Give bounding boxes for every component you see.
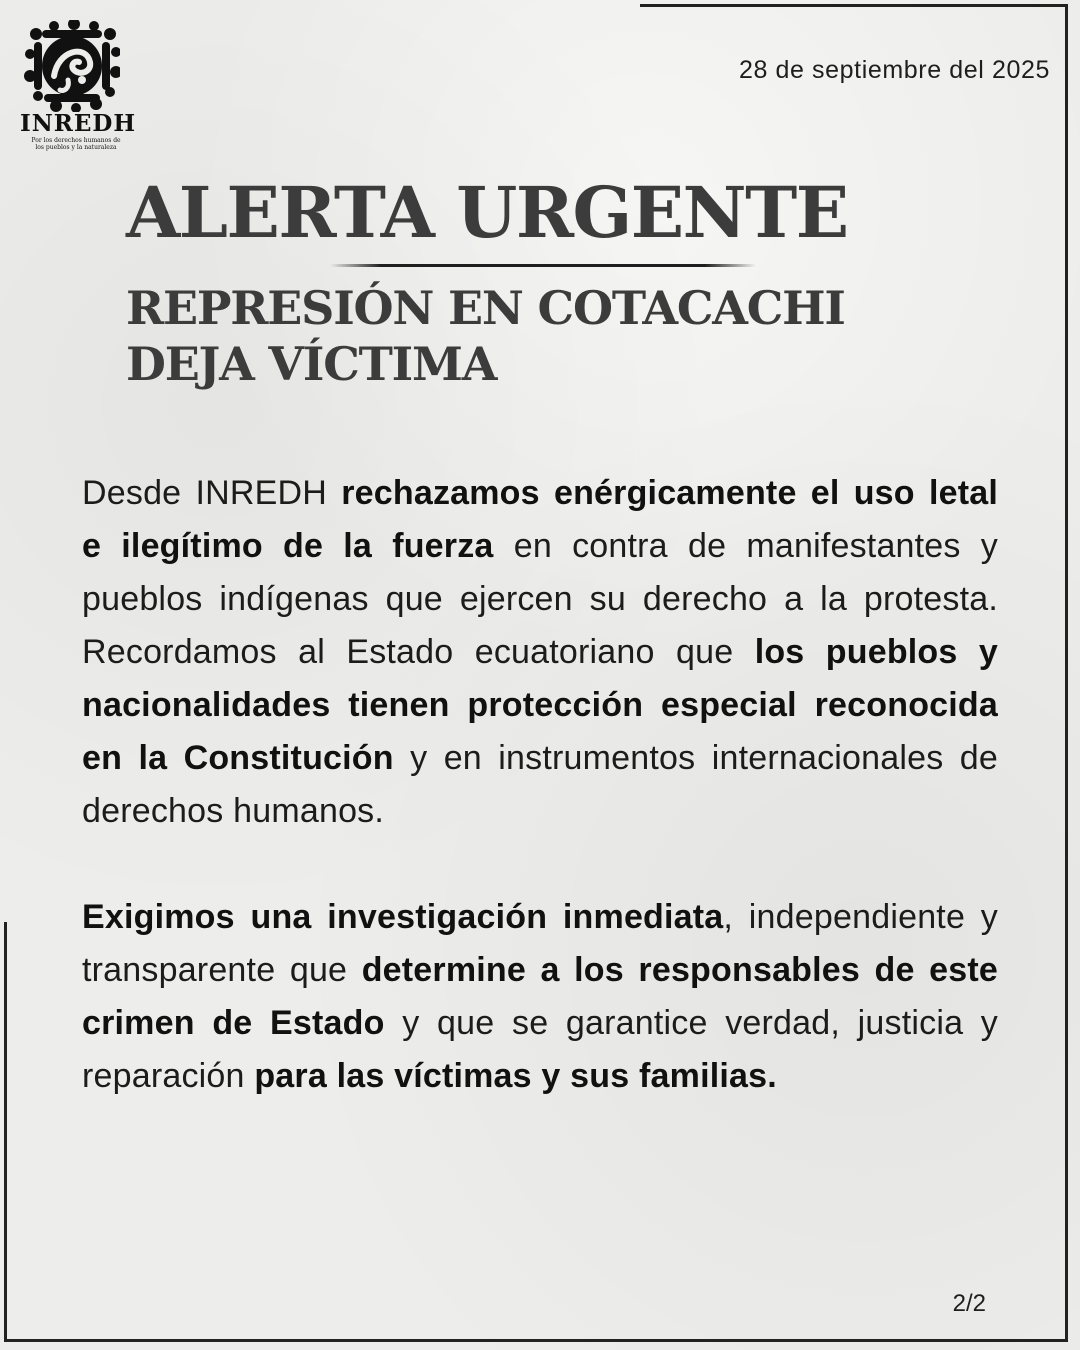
p2-text-2: y que se garantice verdad, justicia y reparación <box>82 1004 999 1095</box>
subtitle-line-1: REPRESIÓN EN COTACACHI <box>126 281 845 335</box>
logo-name: INREDH <box>20 110 137 137</box>
frame-line-bottom <box>4 1339 1068 1342</box>
title-divider <box>330 264 756 267</box>
inredh-emblem-icon <box>24 20 120 112</box>
page-number: 2/2 <box>952 1290 986 1317</box>
publication-date: 28 de septiembre del 2025 <box>738 56 1050 84</box>
logo-tagline: Por los derechos humanos de los pueblos y la naturaleza <box>31 137 121 151</box>
frame-line-right <box>1065 4 1068 1340</box>
statement-body <box>82 467 998 1103</box>
p1-text-1: Desde INREDH <box>82 474 342 512</box>
p1-bold-1: rechazamos enérgicamente el uso letal e ilegítimo de la fuerza <box>82 474 998 565</box>
page-subtitle <box>126 280 845 392</box>
p2-text-1: , independiente y transparente que <box>82 898 998 989</box>
page-title: ALERTA URGENTE <box>126 171 848 254</box>
inredh-logo <box>18 20 137 151</box>
statement-paragraph-2 <box>82 891 998 1103</box>
p2-bold-3: para las víctimas y sus familias. <box>254 1057 777 1095</box>
statement-paragraph-1 <box>82 467 998 838</box>
p1-bold-2: los pueblos y nacionalidades tienen protección especial reconocida en la Constitución <box>82 633 998 777</box>
p2-bold-2: determine a los responsables de este crimen de Estado <box>82 951 998 1042</box>
subtitle-line-2: DEJA VÍCTIMA <box>126 337 497 391</box>
p1-text-3: y en instrumentos internacionales de derechos humanos. <box>82 739 999 830</box>
frame-line-top <box>640 4 1066 7</box>
p2-bold-1: Exigimos una investigación inmediata <box>82 898 724 936</box>
frame-line-left <box>4 922 7 1342</box>
p1-text-2: en contra de manifestantes y pueblos indígenas que ejercen su derecho a la protesta. Recordamos al Estado ecuatoriano que <box>82 527 998 671</box>
